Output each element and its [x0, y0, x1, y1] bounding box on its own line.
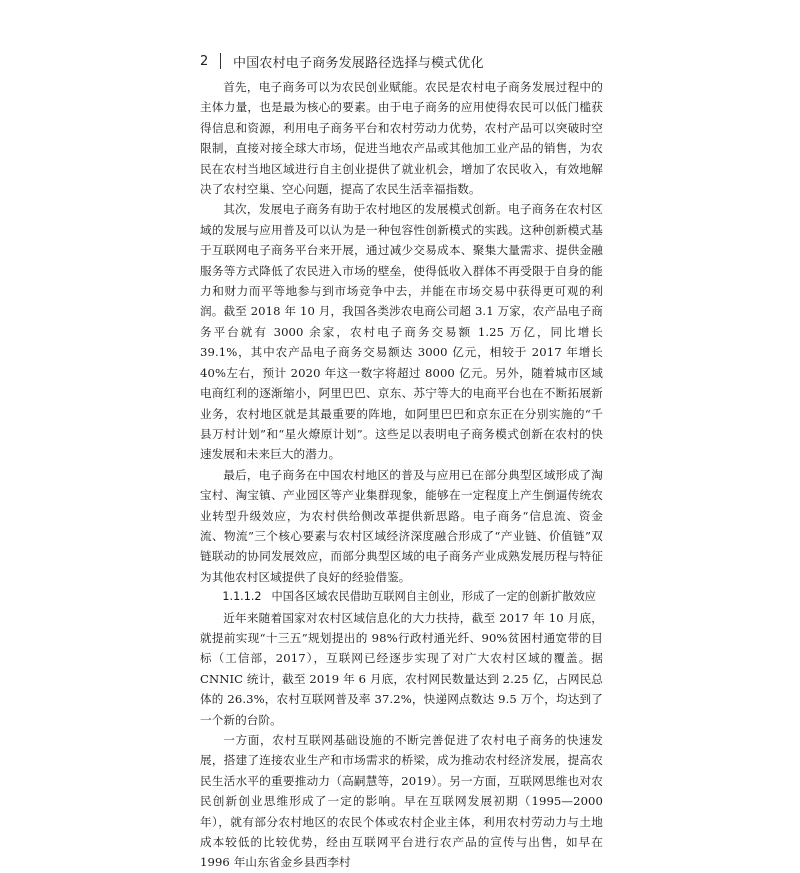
paragraph-3: 最后，电子商务在中国农村地区的普及与应用已在部分典型区域形成了淘宝村、淘宝镇、产业园区等产业集群现象，能够在一定程度上产生倒逼传统农业转型升级效应，为农村供给侧改革提供新思路。电子商务“信息流、资金流、物流”三个核心要素与农村区域经济深度融合形成了“产业链、价值链”双链联动的协同发展效应，而部分典型区域的电子商务产业成熟发展历程与特征为其他农村区域提供了良好的经验借鉴。	[200, 467, 603, 584]
paragraph-2: 其次，发展电子商务有助于农村地区的发展模式创新。电子商务在农村区域的发展与应用普及可以认为是一种包容性创新模式的实践。这种创新模式基于互联网电子商务平台来开展，通过减少交易成本、聚集大量需求、提供金融服务等方式降低了农民进入市场的壁垒，使得低收入群体不再受限于自身的能力和财力而平等地参与到市场竞争中去，并能在市场交易中获得更可观的利润。截至 2018 年 10 月，我国各类涉农电商公司超 3.1 万家，农产品电子商务平台就有 3000 余家，农村电子商务交易额 1.25 万亿，同比增长 39.1%，其中农产品电子商务交易额达 3000 亿元，相较于 2017 年增长 40%左右，预计 2020 年这一数字将超过 8000 亿元。另外，随着城市区域电商红利的逐渐缩小，阿里巴巴、京东、苏宁等大的电商平台也在不断拓展新业务，农村地区就是其最重要的阵地，如阿里巴巴和京东正在分别实施的“千县万村计划”和“星火燎原计划”。这些足以表明电子商务模式创新在农村的快速发展和未来巨大的潜力。	[200, 202, 603, 462]
page-body	[200, 77, 603, 873]
book-title: 中国农村电子商务发展路径选择与模式优化	[233, 55, 484, 71]
header-divider	[220, 53, 221, 69]
running-header	[200, 50, 600, 72]
section-title: 中国各区域农民借助互联网自主创业，形成了一定的创新扩散效应	[271, 590, 596, 604]
section-number: 1.1.1.2	[222, 590, 262, 604]
section-heading	[200, 587, 603, 607]
paragraph-4: 近年来随着国家对农村区域信息化的大力扶持，截至 2017 年 10 月底，就提前实现“十三五”规划提出的 98%行政村通光纤、90%贫困村通宽带的目标（工信部，2017），互联网已经逐步实现了对广大农村区域的覆盖。据 CNNIC 统计，截至 2019 年 6 月底，农村网民数量达到 2.25 亿，占网民总体的 26.3%，农村互联网普及率 37.2%，快递网点数达 9.5 万个，均达到了一个新的台阶。	[200, 610, 603, 727]
paragraph-1: 首先，电子商务可以为农民创业赋能。农民是农村电子商务发展过程中的主体力量，也是最为核心的要素。由于电子商务的应用使得农民可以低门槛获得信息和资源，利用电子商务平台和农村劳动力优势，农村产品可以突破时空限制，直接对接全球大市场，促进当地农产品或其他加工业产品的销售，为农民在农村当地区域进行自主创业提供了就业机会，增加了农民收入，有效地解决了农村空巢、空心问题，提高了农民生活幸福指数。	[200, 80, 603, 197]
paragraph-5: 一方面，农村互联网基础设施的不断完善促进了农村电子商务的快速发展，搭建了连接农业生产和市场需求的桥梁，成为推动农村经济发展，提高农民生活水平的重要推动力（高嗣慧等，2019）。另一方面，互联网思维也对农民创新创业思维形成了一定的影响。早在互联网发展初期（1995—2000 年），就有部分农村地区的农民个体或农村企业主体，利用农村劳动力与土地成本较低的比较优势，经由互联网平台进行农产品的宣传与出售，如早在 1996 年山东省金乡县西李村	[200, 733, 603, 870]
page-number: 2	[200, 53, 209, 69]
